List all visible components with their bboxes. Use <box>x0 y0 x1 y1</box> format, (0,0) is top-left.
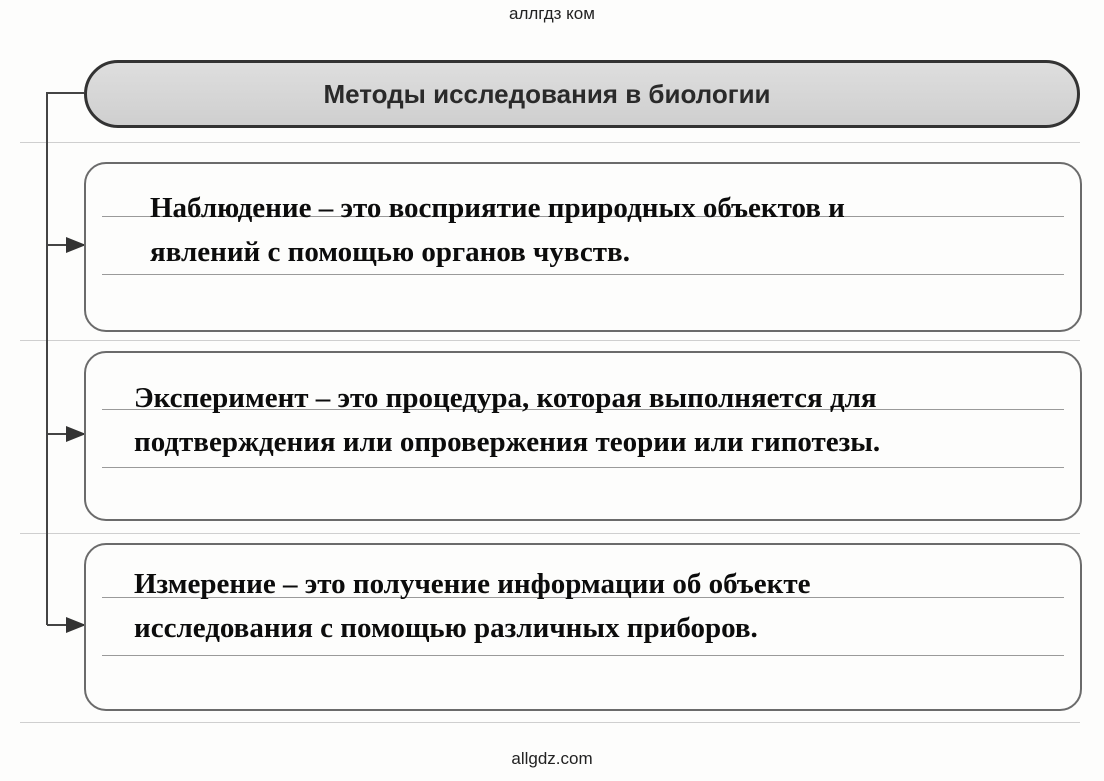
method-text-experiment: Эксперимент – это процедура, которая выполняется для подтверждения или опровержения теории или гипотезы. <box>134 382 881 458</box>
diagram-header <box>84 60 1080 128</box>
connector-top <box>47 93 84 625</box>
writing-line <box>102 274 1064 275</box>
writing-line <box>102 655 1064 656</box>
watermark-top: аллгдз ком <box>509 4 595 23</box>
method-text-measurement: Измерение – это получение информации об объекте исследования с помощью различных приборов. <box>134 568 811 644</box>
watermark-bottom: allgdz.com <box>511 749 593 768</box>
writing-line <box>102 467 1064 468</box>
method-text-observation: Наблюдение – это восприятие природных объектов и явлений с помощью органов чувств. <box>150 192 845 268</box>
diagram-title: Методы исследования в биологии <box>323 78 771 109</box>
